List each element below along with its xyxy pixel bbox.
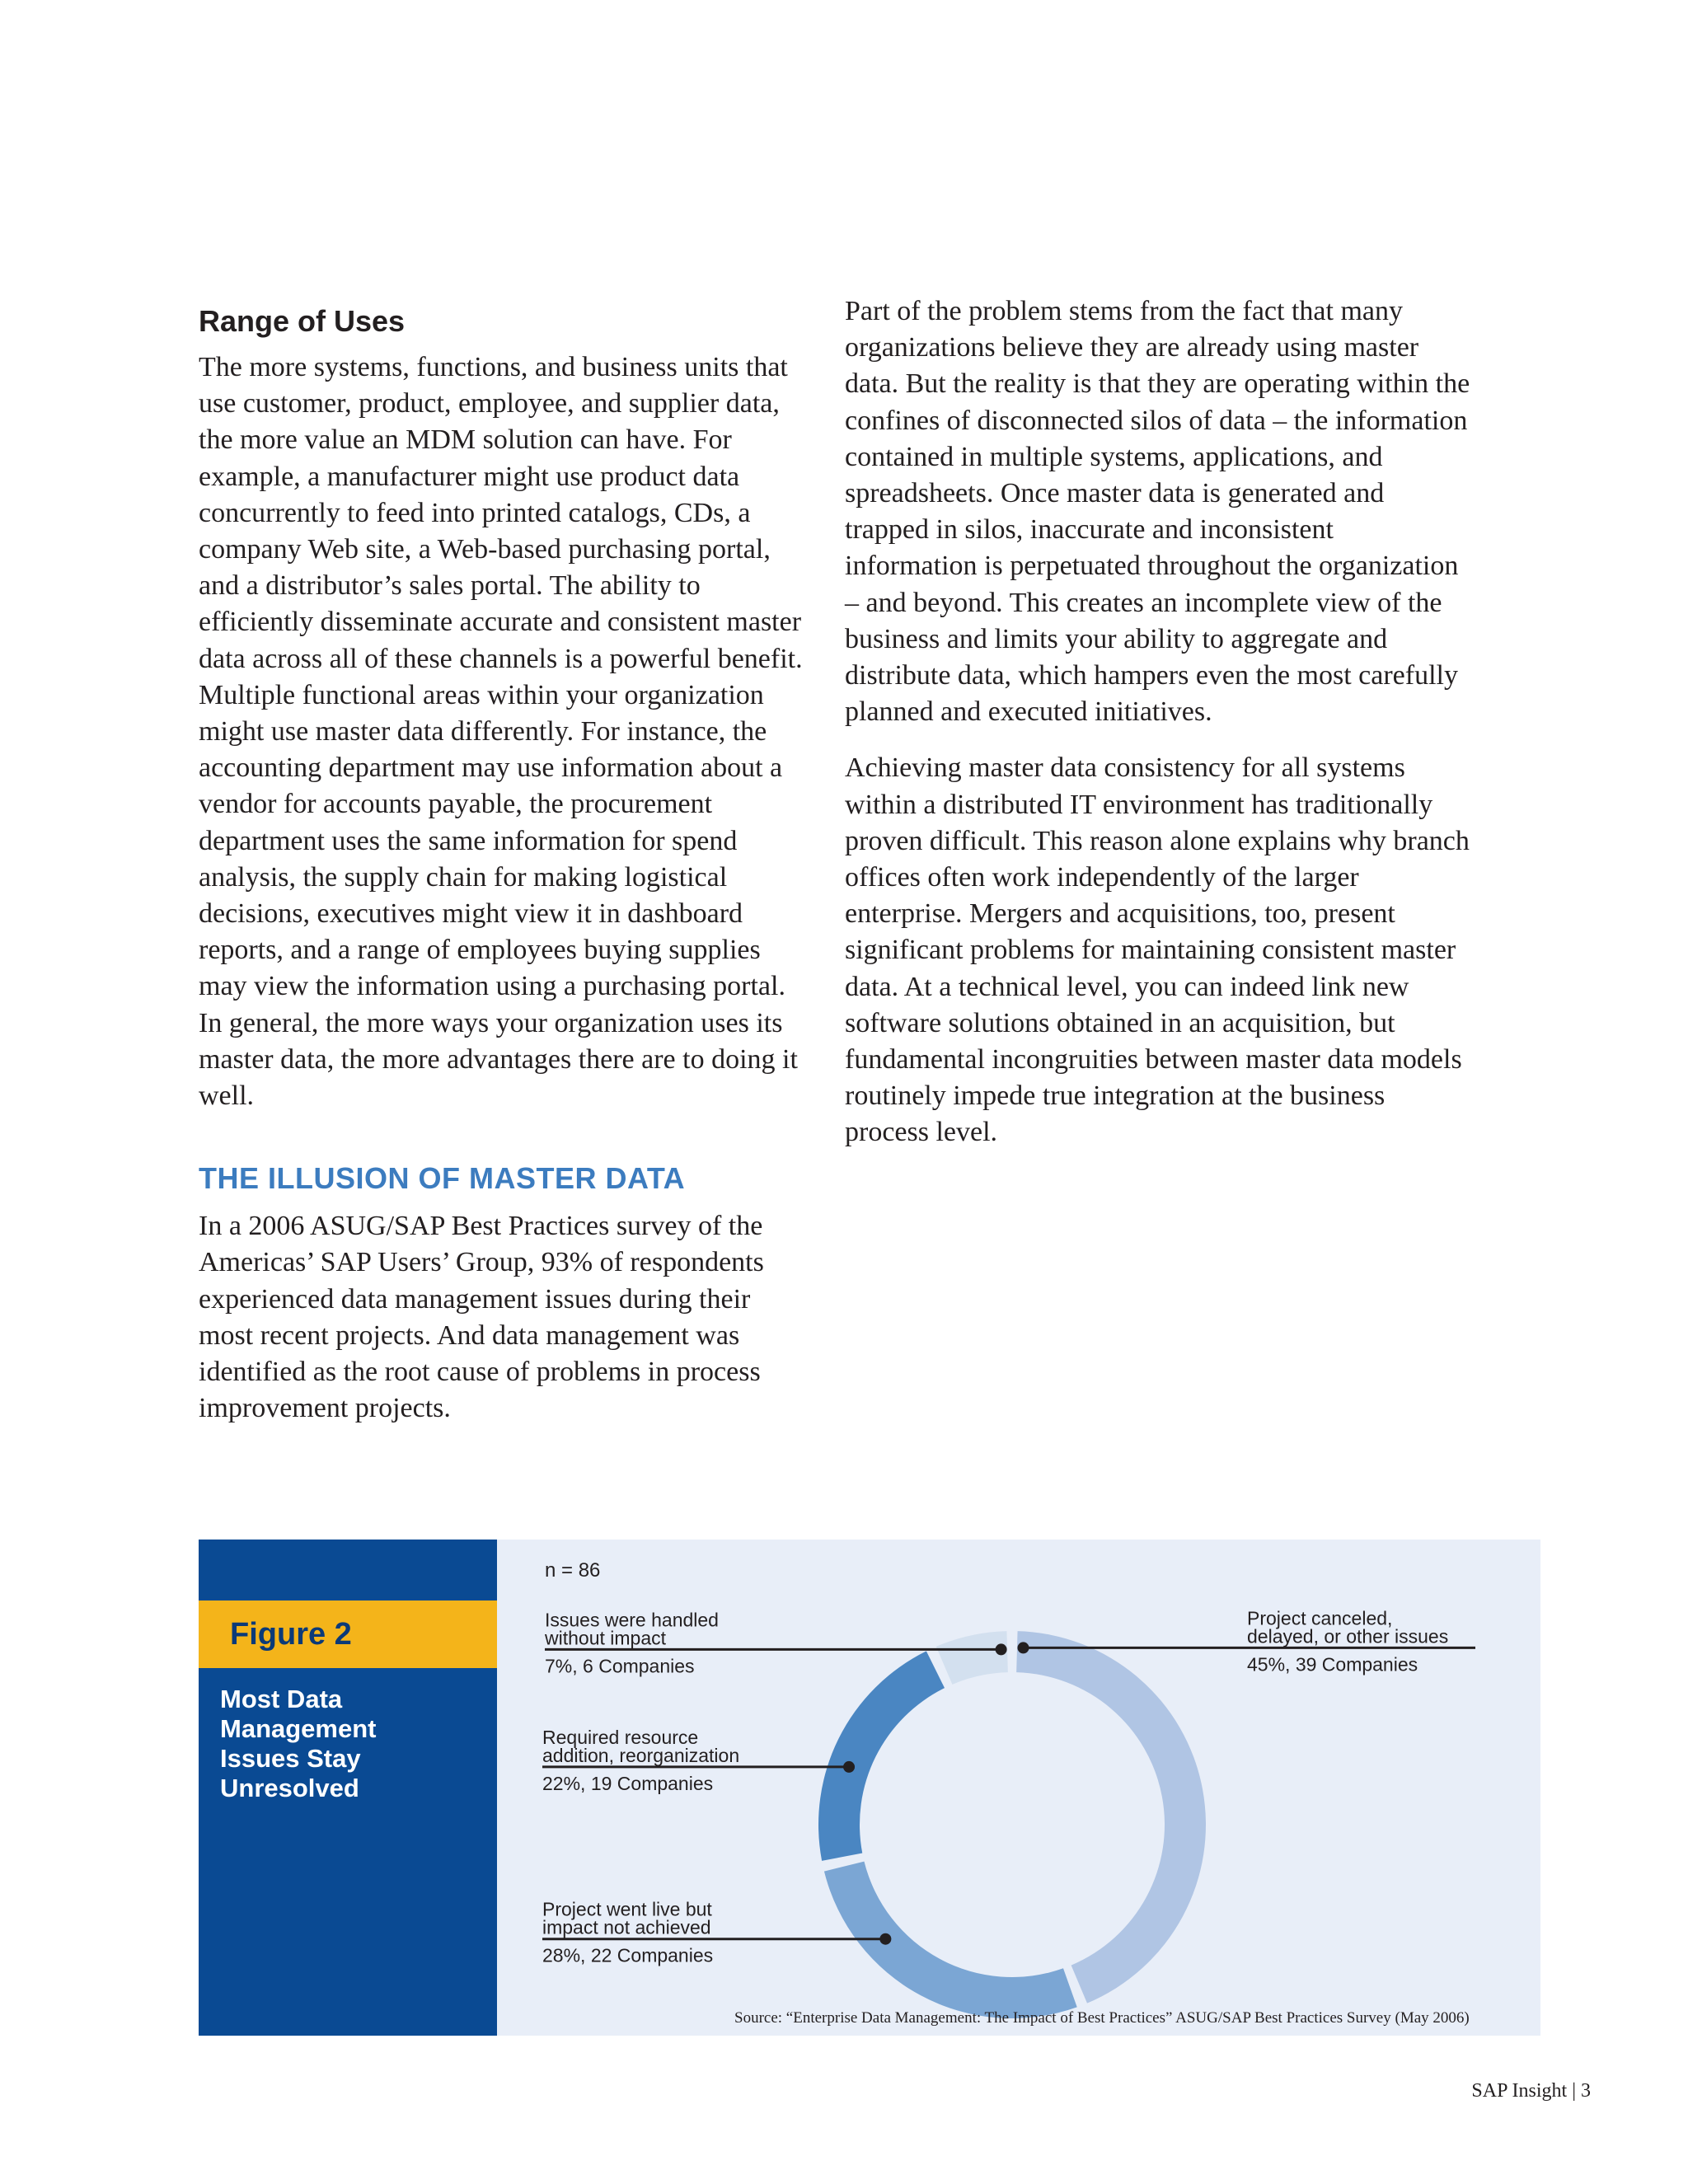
leader-dot: [996, 1643, 1007, 1655]
slice-value-label: 7%, 6 Companies: [545, 1655, 695, 1677]
section-heading-range-of-uses: Range of Uses: [199, 304, 406, 338]
donut-slice: [936, 1631, 1008, 1685]
slice-label: delayed, or other issues: [1247, 1625, 1449, 1647]
leader-dot: [1018, 1642, 1029, 1653]
figure-chart-area: [497, 1540, 1540, 2036]
body-paragraph: Achieving master data consistency for all systems within a distributed IT environment has traditionally proven difficult. This reason alone explains why branch offices often work independently of the larger enterprise. Mergers and acquisitions, too, present significant problems for maintaining consistent master data. At a technical level, you can indeed link new software solutions obtained in an acquisition, but fundamental incongruities between master data models routinely impede true integration at the business process level.: [845, 752, 1470, 1148]
slice-label: addition, reorganization: [542, 1744, 740, 1766]
slice-label: Issues were handled: [545, 1609, 719, 1631]
slice-label: Project went live but: [542, 1898, 712, 1920]
donut-slice: [818, 1651, 945, 1861]
donut-slice: [1016, 1631, 1206, 2004]
slice-label: Project canceled,: [1247, 1607, 1393, 1629]
left-column: [199, 293, 809, 1427]
donut-chart: [497, 1540, 1540, 2036]
slice-label: impact not achieved: [542, 1916, 711, 1938]
leader-dot: [879, 1933, 891, 1945]
body-paragraph: The more systems, functions, and business units that use customer, product, employee, and supplier data, the more value an MDM solution can have. For example, a manufacturer might use product data concurrently to feed into printed catalogs, CDs, a company Web site, a Web-based purchasing portal, and a distributor’s sales portal. The ability to efficiently disseminate accurate and consistent master data across all of these channels is a powerful benefit. Multiple functional areas within your organization might use master data differently. For instance, the accounting department may use information about a vendor for accounts payable, the procurement department uses the same information for spend analysis, the supply chain for making logistical decisions, executives might view it in dashboard reports, and a range of employees buying supplies may view the information using a purchasing portal. In general, the more ways your organization uses its master data, the more advantages there are to doing it well.: [199, 352, 803, 1112]
sample-size-label: n = 86: [545, 1559, 601, 1582]
figure-label: Figure 2: [199, 1601, 497, 1668]
slice-value-label: 45%, 39 Companies: [1247, 1653, 1418, 1675]
source-note: Source: “Enterprise Data Management: The Impact of Best Practices” ASUG/SAP Best Practices Survey (May 2006): [734, 2009, 1470, 2027]
slice-label: Required resource: [542, 1726, 699, 1748]
page-footer: SAP Insight | 3: [1471, 2080, 1591, 2102]
body-paragraph: In a 2006 ASUG/SAP Best Practices survey of the Americas’ SAP Users’ Group, 93% of respondents experienced data management issues during their most recent projects. And data management was identified as the root cause of problems in process improvement projects.: [199, 1211, 764, 1424]
figure-sidebar: [199, 1540, 497, 2036]
figure-heading: Most Data Management Issues Stay Unresolved: [220, 1685, 377, 1802]
slice-value-label: 22%, 19 Companies: [542, 1772, 714, 1794]
leader-dot: [843, 1761, 855, 1773]
slice-label: without impact: [545, 1627, 667, 1649]
right-column: [845, 293, 1471, 1151]
slice-value-label: 28%, 22 Companies: [542, 1944, 714, 1966]
section-heading-illusion: THE ILLUSION OF MASTER DATA: [199, 1161, 686, 1196]
body-paragraph: Part of the problem stems from the fact that many organizations believe they are already using master data. But the reality is that they are operating within the confines of disconnected silos of data – the information contained in multiple systems, applications, and spreadsheets. Once master data is generated and trapped in silos, inaccurate and inconsistent information is perpetuated throughout the organization – and beyond. This creates an incomplete view of the business and limits your ability to aggregate and distribute data, which hampers even the most carefully planned and executed initiatives.: [845, 296, 1470, 728]
figure-2: [199, 1540, 1540, 2036]
